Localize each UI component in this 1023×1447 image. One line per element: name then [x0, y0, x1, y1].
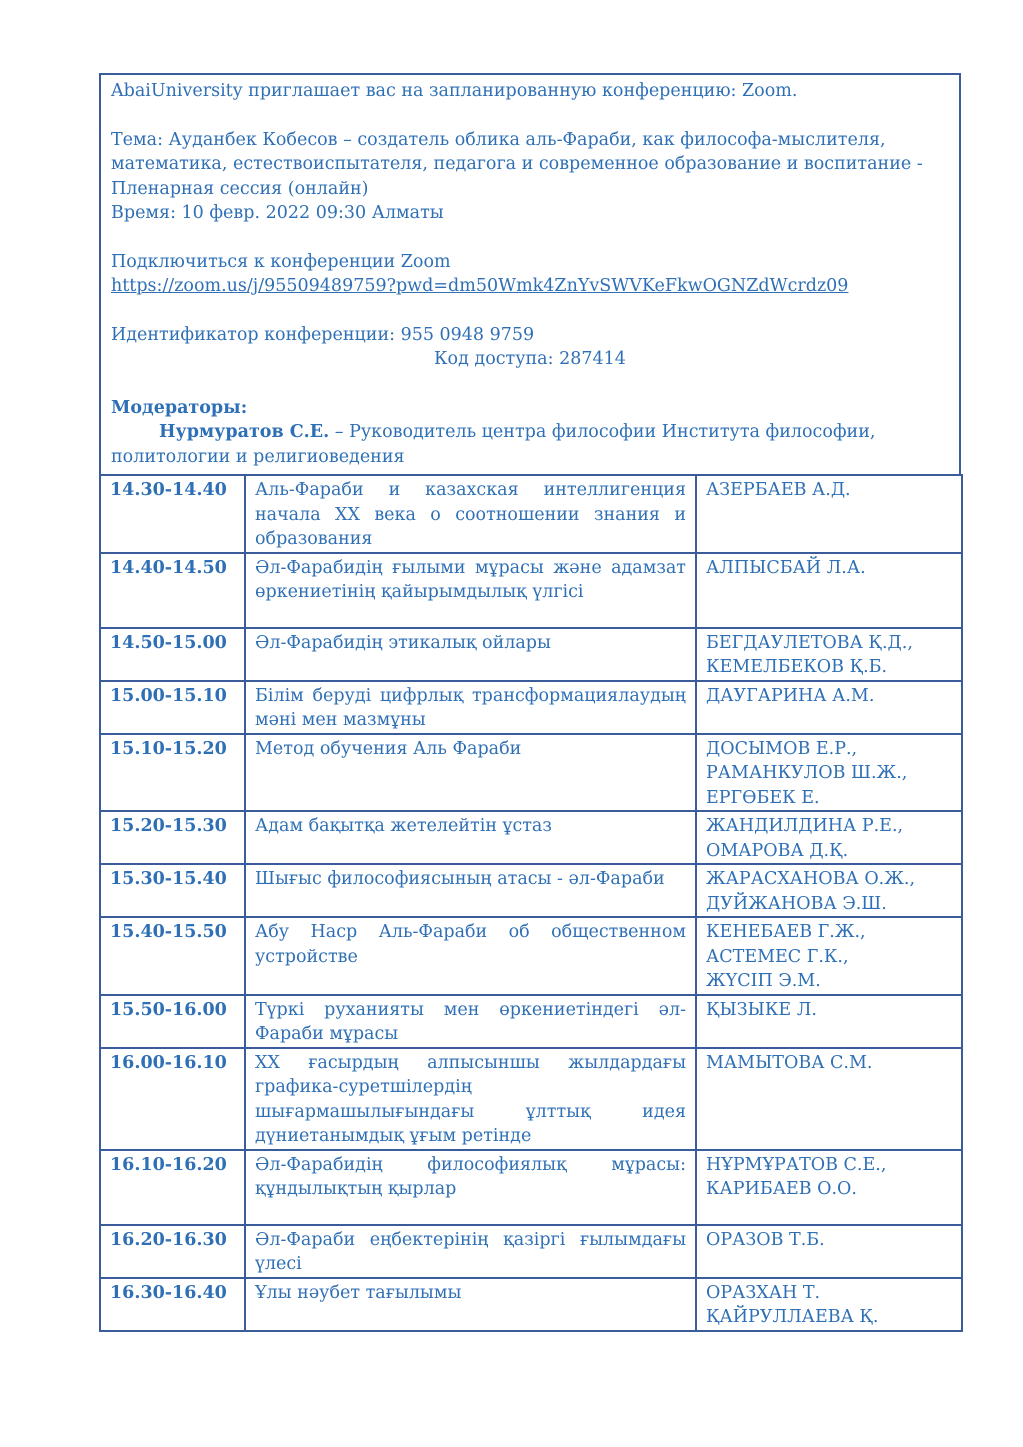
talk-topic: Абу Наср Аль-Фараби об общественном устройстве	[245, 917, 696, 995]
speaker-name: ДОСЫМОВ Е.Р.,	[706, 738, 858, 759]
table-row	[100, 811, 962, 864]
topic-line: Тема: Ауданбек Кобесов – создатель облика аль-Фараби, как философа-мыслителя,	[111, 129, 886, 150]
speakers-cell	[696, 811, 962, 864]
moderator-role: – Руководитель центра философии Института философии,	[329, 422, 876, 442]
speaker-name: РАМАНКУЛОВ Ш.Ж.,	[706, 763, 908, 783]
talk-topic: Метод обучения Аль Фараби	[245, 734, 696, 812]
talk-topic: Адам бақытқа жетелейтін ұстаз	[245, 811, 696, 864]
session-time: 15.00-15.10	[100, 681, 245, 734]
speakers-cell	[696, 995, 962, 1048]
speaker-name: ОМАРОВА Д.Қ.	[706, 840, 849, 861]
talk-topic: Аль-Фараби и казахская интеллигенция начала XX века о соотношении знания и образования	[245, 475, 696, 553]
speakers-cell	[696, 734, 962, 812]
talk-topic: Шығыс философиясының атасы - әл-Фараби	[245, 864, 696, 917]
session-time: 16.10-16.20	[100, 1150, 245, 1225]
talk-topic: Әл-Фарабидің этикалық ойлары	[245, 628, 696, 681]
speakers-cell	[696, 917, 962, 995]
conference-id: Идентификатор конференции: 955 0948 9759	[111, 324, 535, 345]
speaker-name: ЖҮСІП Э.М.	[706, 971, 821, 991]
session-time: 15.10-15.20	[100, 734, 245, 812]
speaker-name: КЕМЕЛБЕКОВ Қ.Б.	[706, 657, 888, 677]
talk-topic: Әл-Фарабидің философиялық мұрасы: құндылықтың қырлар	[245, 1150, 696, 1225]
session-time: 15.50-16.00	[100, 995, 245, 1048]
speaker-name: ЕРГӨБЕК Е.	[706, 787, 820, 808]
table-row	[100, 864, 962, 917]
talk-topic: Ұлы нәубет тағылымы	[245, 1278, 696, 1331]
speaker-name: НҰРМҰРАТОВ С.Е.,	[706, 1154, 887, 1175]
speaker-name: КЕНЕБАЕВ Г.Ж.,	[706, 922, 866, 942]
speaker-name: КАРИБАЕВ О.О.	[706, 1179, 857, 1199]
speakers-cell	[696, 553, 962, 628]
speakers-cell	[696, 1278, 962, 1331]
speakers-cell	[696, 1225, 962, 1278]
speaker-name: АЛПЫСБАЙ Л.А.	[706, 557, 866, 578]
invite-text: AbaiUniversity приглашает вас на запланированную конференцию: Zoom.	[111, 81, 798, 101]
speaker-name: МАМЫТОВА С.М.	[706, 1052, 873, 1073]
speaker-name: АСТЕМЕС Г.К.,	[706, 946, 849, 967]
speaker-name: БЕГДАУЛЕТОВА Қ.Д.,	[706, 632, 913, 653]
access-code: Код доступа: 287414	[434, 349, 626, 369]
session-time: 14.50-15.00	[100, 628, 245, 681]
table-row	[100, 995, 962, 1048]
talk-topic: Білім беруді цифрлық трансформациялаудың мәні мен мазмұны	[245, 681, 696, 734]
table-row	[100, 917, 962, 995]
table-row	[100, 553, 962, 628]
speaker-name: ҚАЙРУЛЛАЕВА Қ.	[706, 1307, 879, 1327]
speaker-name: ЖАНДИЛДИНА Р.Е.,	[706, 816, 904, 836]
speaker-name: ҚЫЗЫКЕ Л.	[706, 999, 817, 1020]
table-row	[100, 734, 962, 812]
speakers-cell	[696, 475, 962, 553]
talk-topic: Түркі руханияты мен өркениетіндегі әл-Фараби мұрасы	[245, 995, 696, 1048]
moderator-role-cont: политологии и религиоведения	[111, 446, 405, 467]
session-time: 16.00-16.10	[100, 1048, 245, 1150]
topic-line: математика, естествоиспытателя, педагога и современное образование и воспитание -	[111, 154, 923, 174]
speaker-name: ЖАРАСХАНОВА О.Ж.,	[706, 869, 916, 889]
conference-info-block	[99, 73, 961, 475]
speakers-cell	[696, 628, 962, 681]
table-row	[100, 1278, 962, 1331]
table-row	[100, 628, 962, 681]
speakers-cell	[696, 681, 962, 734]
topic-line: Пленарная сессия (онлайн)	[111, 178, 369, 199]
speaker-name: АЗЕРБАЕВ А.Д.	[706, 480, 851, 500]
speakers-cell	[696, 1150, 962, 1225]
time-text: Время: 10 февр. 2022 09:30 Алматы	[111, 203, 444, 223]
table-row	[100, 475, 962, 553]
speaker-name: ОРАЗХАН Т.	[706, 1282, 821, 1303]
talk-topic: XX ғасырдың алпысыншы жылдардағы графика-суретшілердің шығармашылығындағы ұлттық идея дүниетанымдық ұғым ретінде	[245, 1048, 696, 1150]
table-row	[100, 1048, 962, 1150]
join-label: Подключиться к конференции Zoom	[111, 251, 451, 272]
moderator-name: Нурмуратов С.Е.	[159, 422, 330, 442]
speaker-name: ДУЙЖАНОВА Э.Ш.	[706, 893, 887, 914]
speaker-name: ОРАЗОВ Т.Б.	[706, 1229, 825, 1250]
session-time: 15.30-15.40	[100, 864, 245, 917]
table-row	[100, 1225, 962, 1278]
session-time: 16.20-16.30	[100, 1225, 245, 1278]
session-time: 14.30-14.40	[100, 475, 245, 553]
zoom-link[interactable]: https://zoom.us/j/95509489759?pwd=dm50Wmk4ZnYvSWVKeFkwOGNZdWcrdz09	[111, 276, 849, 296]
talk-topic: Әл-Фарабидің ғылыми мұрасы және адамзат өркениетінің қайырымдылық үлгісі	[245, 553, 696, 628]
session-time: 15.20-15.30	[100, 811, 245, 864]
session-time: 14.40-14.50	[100, 553, 245, 628]
table-row	[100, 681, 962, 734]
table-row	[100, 1150, 962, 1225]
schedule-table	[99, 474, 963, 1332]
speakers-cell	[696, 1048, 962, 1150]
moderator-line	[111, 420, 949, 445]
session-time: 16.30-16.40	[100, 1278, 245, 1331]
talk-topic: Әл-Фараби еңбектерінің қазіргі ғылымдағы үлесі	[245, 1225, 696, 1278]
speakers-cell	[696, 864, 962, 917]
speaker-name: ДАУГАРИНА А.М.	[706, 685, 875, 706]
session-time: 15.40-15.50	[100, 917, 245, 995]
moderators-label: Модераторы:	[111, 397, 248, 418]
